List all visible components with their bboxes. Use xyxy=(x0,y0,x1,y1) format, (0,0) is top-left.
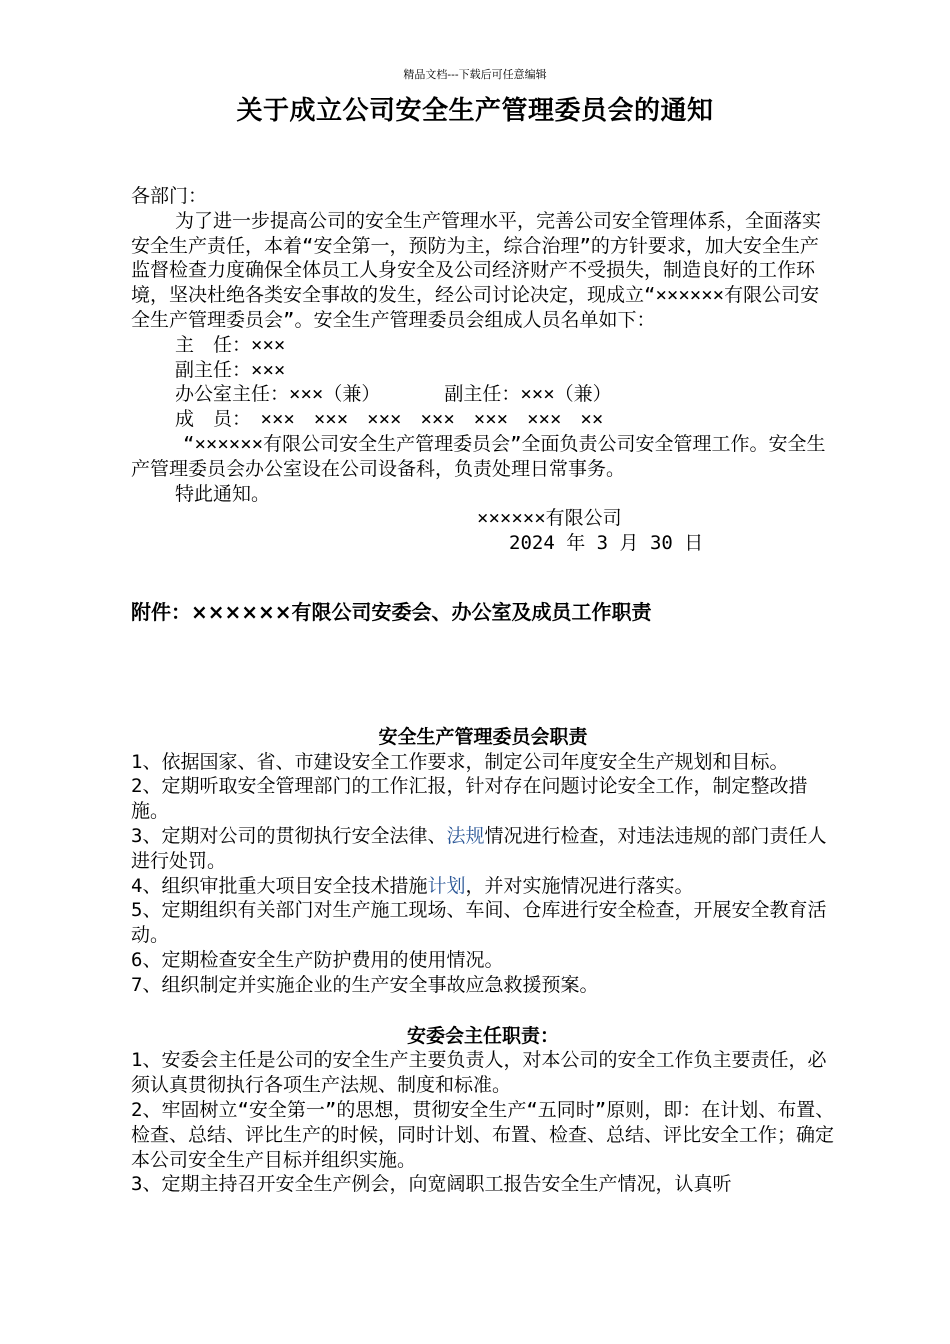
link-regulations[interactable]: 法规 xyxy=(446,824,485,847)
member-staff: 成 员： ××× ××× ××× ××× ××× ××× ×× xyxy=(175,408,604,431)
section1-item: 2、定期听取安全管理部门的工作汇报，针对存在问题讨论安全工作，制定整改措施。 xyxy=(131,775,808,823)
header-note: 精品文档---下载后可任意编辑 xyxy=(403,68,547,81)
section1-item: 3、定期对公司的贯彻执行安全法律、法规情况进行检查，对违法违规的部门责任人进行处罚。 xyxy=(131,824,827,872)
member-office-director: 办公室主任：×××（兼） xyxy=(175,383,381,406)
section2-list xyxy=(131,1048,835,1197)
section1-list xyxy=(131,750,835,998)
section1-item: 5、定期组织有关部门对生产施工现场、车间、仓库进行安全检查，开展安全教育活动。 xyxy=(131,899,827,947)
member-office-vice: 副主任：×××（兼） xyxy=(444,383,612,406)
document-body xyxy=(131,184,835,1197)
member-chair: 主 任：××× xyxy=(175,333,286,356)
section1-item: 6、定期检查安全生产防护费用的使用情况。 xyxy=(131,948,504,971)
member-vice-chair: 副主任：××× xyxy=(175,358,286,381)
document-title: 关于成立公司安全生产管理委员会的通知 xyxy=(236,96,714,126)
section2-title: 安委会主任职责： xyxy=(406,1024,559,1047)
signature-date: 2024 年 3 月 30 日 xyxy=(509,532,704,555)
section1-title: 安全生产管理委员会职责 xyxy=(378,725,588,748)
section2-item: 1、安委会主任是公司的安全生产主要负责人，对本公司的安全工作负主要责任，必须认真贯彻执行各项生产法规、制度和标准。 xyxy=(131,1049,827,1097)
section2-item: 3、定期主持召开安全生产例会，向宽阔职工报告安全生产情况，认真听 xyxy=(131,1173,732,1196)
duty-paragraph: “××××××有限公司安全生产管理委员会”全面负责公司安全管理工作。安全生产管理委员会办公室设在公司设备科，负责处理日常事务。 xyxy=(131,432,826,480)
attachment-line: 附件：××××××有限公司安委会、办公室及成员工作职责 xyxy=(131,599,652,624)
closing-line: 特此通知。 xyxy=(175,482,271,505)
signature-company: ××××××有限公司 xyxy=(477,507,622,530)
member-office-row xyxy=(131,382,835,407)
salutation: 各部门： xyxy=(131,185,208,207)
section2-item: 2、牢固树立“安全第一”的思想，贯彻安全生产“五同时”原则，即：在计划、布置、检查、总结、评比生产的时候，同时计划、布置、检查、总结、评比安全工作；确定本公司安全生产目标并组织实施。 xyxy=(131,1098,835,1171)
link-plan[interactable]: 计划 xyxy=(427,874,466,897)
section1-item: 4、组织审批重大项目安全技术措施计划，并对实施情况进行落实。 xyxy=(131,874,694,897)
section1-item: 7、组织制定并实施企业的生产安全事故应急救援预案。 xyxy=(131,973,599,996)
intro-paragraph: 为了进一步提高公司的安全生产管理水平，完善公司安全管理体系，全面落实安全生产责任，本着“安全第一，预防为主，综合治理”的方针要求，加大安全生产监督检查力度确保全体员工人身安全及公司经济财产不受损失，制造良好的工作环境，坚决杜绝各类安全事故的发生，经公司讨论决定，现成立“××××××有限公司安全生产管理委员会”。安全生产管理委员会组成人员名单如下： xyxy=(131,209,822,331)
section1-item: 1、依据国家、省、市建设安全工作要求，制定公司年度安全生产规划和目标。 xyxy=(131,750,789,773)
